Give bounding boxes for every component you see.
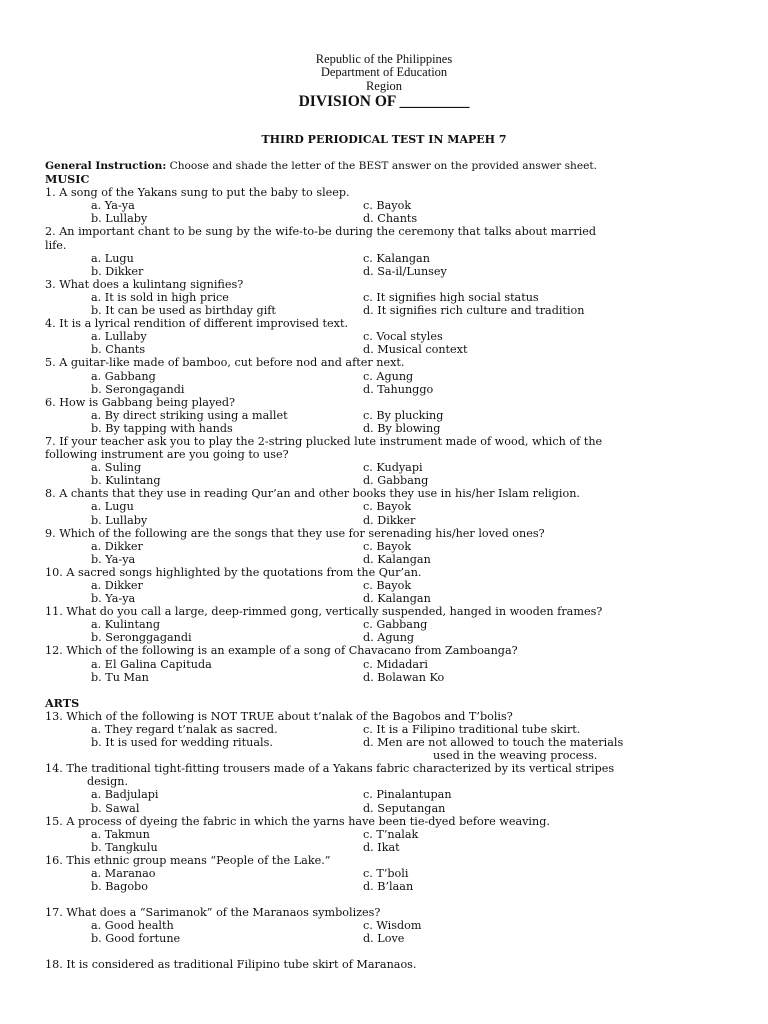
- option-d: d. Ikat: [363, 840, 400, 854]
- option-d: d. Agung: [363, 631, 415, 645]
- option-d: d. Kalangan: [363, 552, 431, 566]
- question-18: [45, 958, 735, 971]
- option-b: b. Lullaby: [91, 513, 148, 527]
- option-a: a. Dikker: [91, 579, 143, 592]
- question-text-cont: design.: [87, 775, 129, 789]
- answer-options: [45, 291, 735, 317]
- option-d: [363, 736, 663, 762]
- answer-options: [45, 199, 735, 225]
- question-text: 10. A sacred songs highlighted by the quotations from the Qur’an.: [45, 565, 422, 579]
- option-d: d. Tahunggo: [363, 382, 434, 396]
- option-d: d. Musical context: [363, 343, 468, 357]
- option-d: d. Kalangan: [363, 592, 431, 606]
- question-text: 17. What does a “Sarimanok” of the Maranaos symbolizes?: [45, 906, 381, 920]
- option-c: c. Vocal styles: [363, 330, 443, 344]
- answer-options: [45, 409, 735, 435]
- option-b: b. Ya-ya: [91, 592, 136, 606]
- option-c: c. Bayok: [363, 500, 412, 514]
- question-text-cont: life.: [45, 238, 67, 252]
- question-8: [45, 487, 735, 526]
- option-c: c. Bayok: [363, 199, 412, 213]
- option-b: b. Sawal: [91, 801, 140, 815]
- answer-options: [45, 723, 735, 762]
- option-b: b. Dikker: [91, 264, 144, 278]
- answer-options: [45, 500, 735, 526]
- option-a: a. Lugu: [91, 251, 134, 265]
- option-a: a. They regard t’nalak as sacred.: [91, 722, 278, 736]
- option-d: d. Sa-il/Lunsey: [363, 264, 447, 278]
- answer-options: [45, 540, 735, 566]
- option-d: d. By blowing: [363, 421, 441, 435]
- option-a: a. It is sold in high price: [91, 290, 229, 304]
- option-c: c. Kalangan: [363, 251, 430, 265]
- option-a: a. Kulintang: [91, 618, 160, 632]
- option-b: b. Bagobo: [91, 880, 148, 894]
- header-department: Department of Education: [320, 65, 448, 80]
- option-b: b. Tu Man: [91, 670, 149, 684]
- document-header: [0, 0, 768, 146]
- question-text: 16. This ethnic group means “People of the Lake.”: [45, 853, 331, 867]
- test-title: THIRD PERIODICAL TEST IN MAPEH 7: [261, 133, 507, 147]
- question-text: 11. What do you call a large, deep-rimmed gong, vertically suspended, hanged in wooden frames?: [45, 605, 603, 619]
- instruction-text: Choose and shade the letter of the BEST answer on the provided answer sheet.: [166, 160, 598, 172]
- option-c: c. T’nalak: [363, 827, 419, 841]
- option-d-text-cont: used in the weaving process.: [433, 749, 598, 763]
- option-a: a. Gabbang: [91, 369, 156, 383]
- option-c: c. Wisdom: [363, 919, 422, 933]
- option-d: d. Bolawan Ko: [363, 670, 445, 684]
- option-a: a. Dikker: [91, 539, 143, 553]
- option-c: c. Pinalantupan: [363, 788, 452, 802]
- question-text: 6. How is Gabbang being played?: [45, 395, 236, 409]
- section-arts: ARTS: [45, 695, 80, 710]
- option-a: a. Maranao: [91, 866, 156, 880]
- question-text: 14. The traditional tight-fitting trousers made of a Yakans fabric characterized by its vertical stripes: [45, 762, 615, 776]
- question-5: [45, 356, 735, 395]
- option-c: c. Midadari: [363, 657, 429, 671]
- question-12: [45, 644, 735, 683]
- option-d: d. Love: [363, 932, 405, 946]
- question-text: 12. Which of the following is an example of a song of Chavacano from Zamboanga?: [45, 644, 518, 658]
- question-text: 13. Which of the following is NOT TRUE about t’nalak of the Bagobos and T’bolis?: [45, 709, 513, 723]
- answer-options: [45, 579, 735, 605]
- header-republic: Republic of the Philippines: [315, 52, 453, 66]
- answer-options: [45, 828, 735, 854]
- question-text: 7. If your teacher ask you to play the 2-string plucked lute instrument made of wood, which of the: [45, 434, 603, 448]
- answer-options: [45, 658, 735, 684]
- question-3: [45, 278, 735, 317]
- option-c: c. Kudyapi: [363, 461, 423, 475]
- option-c: c. Agung: [363, 369, 414, 383]
- option-a: a. Badjulapi: [91, 788, 159, 802]
- option-c: c. T’boli: [363, 866, 409, 880]
- question-13: [45, 710, 735, 762]
- option-d: d. Dikker: [363, 513, 416, 527]
- test-content: [45, 160, 735, 972]
- header-region: Region: [365, 78, 403, 93]
- question-14: [45, 762, 735, 814]
- question-4: [45, 317, 735, 356]
- section-music: MUSIC: [45, 172, 90, 187]
- option-a: a. Lugu: [91, 500, 134, 514]
- option-a: a. Takmun: [91, 827, 150, 841]
- option-a: a. El Galina Capituda: [91, 657, 212, 671]
- answer-options: [45, 919, 735, 945]
- answer-options: [45, 252, 735, 278]
- instruction-label: General Instruction:: [45, 160, 167, 172]
- option-a: a. By direct striking using a mallet: [91, 408, 288, 422]
- option-b: b. Tangkulu: [91, 840, 158, 854]
- option-b: b. Chants: [91, 343, 146, 357]
- question-text: 9. Which of the following are the songs that they use for serenading his/her loved ones?: [45, 526, 545, 540]
- question-11: [45, 605, 735, 644]
- answer-options: [45, 788, 735, 814]
- option-b: b. Ya-ya: [91, 552, 136, 566]
- option-d-text: d. Men are not allowed to touch the materials: [363, 736, 624, 750]
- question-1: [45, 186, 735, 225]
- question-2: [45, 225, 735, 277]
- option-a: a. Ya-ya: [91, 199, 135, 213]
- answer-options: [45, 867, 735, 893]
- option-c: c. By plucking: [363, 408, 444, 422]
- option-a: a. Good health: [91, 919, 174, 933]
- option-b: b. It is used for wedding rituals.: [91, 736, 273, 750]
- question-9: [45, 527, 735, 566]
- option-c: c. It signifies high social status: [363, 290, 539, 304]
- option-b: b. Seronggagandi: [91, 631, 192, 645]
- option-a: a. Lullaby: [91, 330, 147, 344]
- question-text: 18. It is considered as traditional Filipino tube skirt of Maranaos.: [45, 958, 417, 972]
- question-16: [45, 854, 735, 893]
- question-text: 1. A song of the Yakans sung to put the baby to sleep.: [45, 186, 350, 200]
- question-7: [45, 435, 735, 487]
- option-c: c. Bayok: [363, 539, 412, 553]
- question-text: 8. A chants that they use in reading Qur’an and other books they use in his/her Islam religion.: [45, 487, 580, 501]
- answer-options: [45, 461, 735, 487]
- answer-options: [45, 370, 735, 396]
- option-c: c. It is a Filipino traditional tube skirt.: [363, 722, 581, 736]
- question-17: [45, 906, 735, 945]
- question-text-cont: following instrument are you going to use?: [45, 448, 289, 462]
- option-c: c. Gabbang: [363, 618, 428, 632]
- header-division: DIVISION OF _________: [298, 92, 470, 110]
- question-text: 15. A process of dyeing the fabric in which the yarns have been tie-dyed before weaving.: [45, 814, 550, 828]
- option-d: d. Gabbang: [363, 474, 429, 488]
- option-b: b. By tapping with hands: [91, 421, 233, 435]
- option-b: b. Serongagandi: [91, 382, 185, 396]
- option-d: d. Chants: [363, 212, 418, 226]
- option-d: d. Seputangan: [363, 801, 446, 815]
- question-text: 4. It is a lyrical rendition of different improvised text.: [45, 317, 349, 331]
- answer-options: [45, 618, 735, 644]
- option-d: d. B’laan: [363, 880, 414, 894]
- option-d: d. It signifies rich culture and tradition: [363, 304, 585, 318]
- option-a: a. Suling: [91, 461, 142, 475]
- question-text: 2. An important chant to be sung by the wife-to-be during the ceremony that talks about married: [45, 225, 597, 239]
- question-10: [45, 566, 735, 605]
- option-c: c. Bayok: [363, 579, 412, 592]
- option-b: b. Good fortune: [91, 932, 181, 946]
- option-b: b. Kulintang: [91, 474, 161, 488]
- option-b: b. It can be used as birthday gift: [91, 304, 276, 318]
- question-6: [45, 396, 735, 435]
- question-text: 3. What does a kulintang signifies?: [45, 277, 244, 291]
- question-15: [45, 815, 735, 854]
- option-b: b. Lullaby: [91, 212, 148, 226]
- question-text: 5. A guitar-like made of bamboo, cut before nod and after next.: [45, 356, 405, 370]
- general-instruction: [45, 160, 735, 173]
- answer-options: [45, 330, 735, 356]
